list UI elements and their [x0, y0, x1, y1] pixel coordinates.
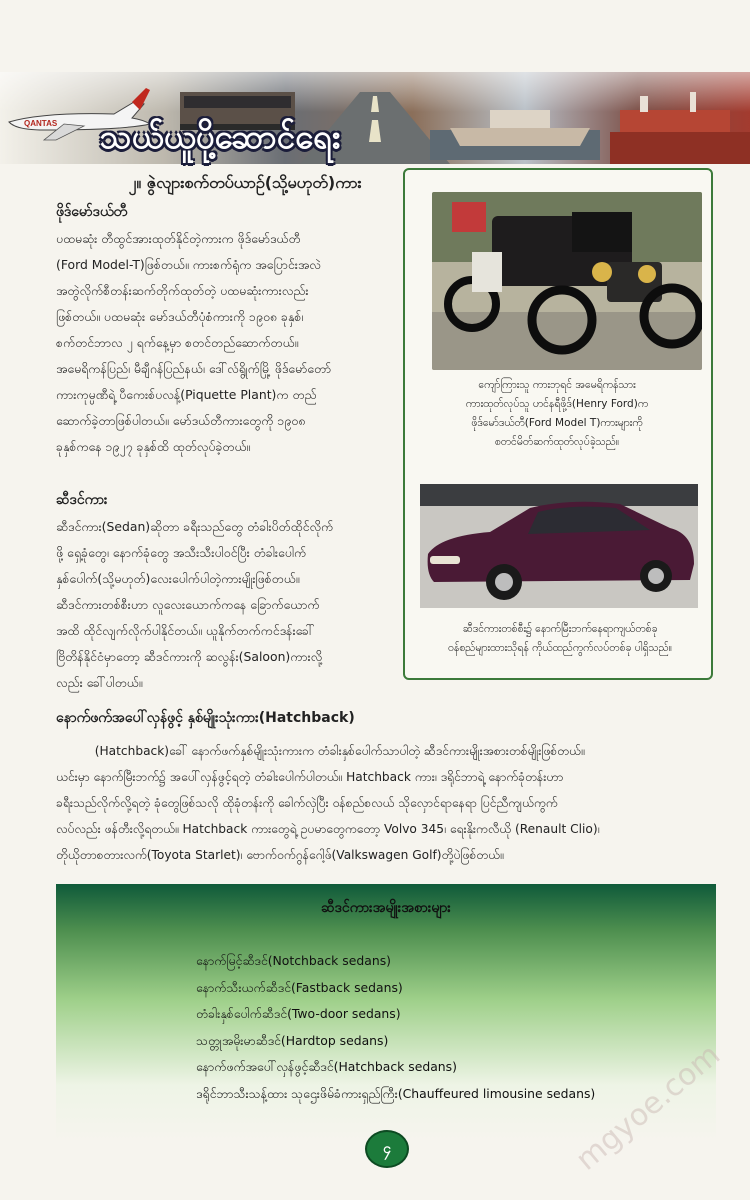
list-item: နောက်ဖက်အပေါ်လှန်ဖွင့်ဆီဒင်(Hatchback sedans) [196, 1059, 457, 1074]
text-line: နှစ်ပေါက်(သို့မဟုတ်)လေးပေါက်ပါတဲ့ကားမျိုးဖြစ်တယ်။ [56, 571, 300, 586]
text-line: (Hatchback)ခေါ် နောက်ဖက်နှစ်မျိုးသုံးကားက တံခါးနှစ်ပေါက်သာပါတဲ့ ဆီဒင်ကားမျိုးအစားတစ်မျိုးဖြစ်တယ်။ [56, 744, 585, 758]
list-item: သတ္တုအမိုးမာဆီဒင်(Hardtop sedans) [196, 1032, 389, 1048]
ship-icon [430, 100, 600, 160]
sedan-paragraph [56, 514, 396, 696]
text-line: စက်တင်ဘာလ ၂ ရက်နေ့မှာ စတင်တည်ဆောက်တယ်။ [56, 335, 299, 350]
caption-line: ဖိုဒ်မော်ဒယ်တီ(Ford Model T)ကားများကို [471, 417, 643, 429]
caption-line: ကားထုတ်လုပ်သူ ဟင်နရီဖို့ဒ်(Henry Ford)က [465, 398, 649, 410]
text-line: လည်း ခေါ်ပါတယ်။ [56, 675, 143, 690]
list-item: တံခါးနှစ်ပေါက်ဆီဒင်(Two-door sedans) [196, 1006, 401, 1021]
cargo-ship-icon [610, 92, 750, 164]
list-item: နောက်မြင့်ဆီဒင်(Notchback sedans) [196, 953, 391, 968]
text-line: ဖို့ ရှေ့ခုံတွေ၊ နောက်ခုံတွေ အသီးသီးပါဝင်ပြီး တံခါးပေါက် [56, 545, 307, 560]
hatchback-paragraph [56, 738, 716, 868]
sedan-photo [420, 484, 698, 608]
hatchback-heading: နောက်ဖက်အပေါ်လှန်ဖွင့် နှစ်မျိုးသုံးကား(Hatchback) [56, 710, 355, 726]
text-line: အထိ ထိုင်လျက်လိုက်ပါနိုင်တယ်။ ယူနိုက်တက်ကင်ဒန်းခေါ် [56, 623, 315, 638]
sedan-heading: ဆီဒင်ကား [56, 492, 108, 508]
caption-line: ဝန်စည်များထားသိုရန် ကိုယ်ထည်ကွက်လပ်တစ်ခု ပါရှိသည်။ [448, 642, 672, 654]
page-number: ၄ [365, 1130, 409, 1168]
text-line: အတွဲလိုက်စီတန်းဆက်တိုက်ထုတ်တဲ့ ပထမဆုံးကားလည်း [56, 283, 309, 298]
caption-line: ကျော်ကြားသူ ကားဘုရင် အမေရိကန်သား [478, 379, 636, 391]
text-line: တိုယိုတာစတားလက်(Toyota Starlet)၊ ဗောက်ဝက်ဂွန်ဂေါ့ဖ်(Valkswagen Golf)တို့ပဲဖြစ်တယ်။ [56, 848, 504, 862]
sedan-types-list [196, 948, 595, 1107]
ford-paragraph [56, 226, 396, 460]
text-line: ပထမဆုံး တီထွင်အားထုတ်နိုင်တဲ့ကားက ဖိုဒ်မော်ဒယ်တီ [56, 231, 301, 246]
list-item: ဒရိုင်ဘာသီးသန့်ထား သုဌေးဖိမ်ခံကားရှည်ကြီး(Chauffeured limousine sedans) [196, 1085, 596, 1101]
list-item: နောက်သီးယက်ဆီဒင်(Fastback sedans) [196, 979, 403, 995]
text-line: ဖြစ်တယ်။ ပထမဆုံး မော်ဒယ်တီပုံစံကားကို ၁၉၀၈ ခုနှစ်၊ [56, 309, 304, 324]
banner-title: သယ်ယူပို့ဆောင်ရေး [99, 116, 341, 156]
text-line: ခုနှစ်ကနေ ၁၉၂၇ ခုနှစ်ထိ ထုတ်လုပ်ခဲ့တယ်။ [56, 439, 251, 454]
text-line: ယင်းမှာ နောက်မြီးဘက်၌ အပေါ်လှန်ဖွင့်ရတဲ့ တံခါးပေါက်ပါတယ်။ Hatchback ကား၊ ဒရိုင်ဘာရဲ့ နောက်ခုံတန်းဟာ [56, 770, 564, 784]
section-title: ၂။ ဇွဲလျားစက်တပ်ယာဉ်(သို့မဟုတ်)ကား [128, 173, 362, 192]
ford-model-t-photo [432, 192, 702, 370]
sedan-photo-caption [410, 620, 710, 658]
text-line: ဆီဒင်ကားတစ်စီးဟာ လူလေးယောက်ကနေ ခြောက်ယောက် [56, 597, 320, 612]
text-line: ကားကုမ္ပဏီရဲ့ ပီကေးစ်ပလန့်(Piquette Plant)က တည် [56, 387, 317, 402]
text-line: လပ်လည်း ဖန်တီးလို့ရတယ်။ Hatchback ကားတွေရဲ့ ဥပမာတွေကတော့ Volvo 345၊ ရေးနိုးကလီယို (Renault Clio)၊ [56, 822, 600, 836]
text-line: ခရီးသည်လိုက်လို့ရတဲ့ ခုံတွေဖြစ်သလို ထိုခုံတန်းကို ခေါက်လှဲပြီး ဝန်စည်စလယ် သိုလှောင်ရာနေရာ ပြင်ညီကျယ်ကွက် [56, 796, 558, 810]
watermark: mgyoe.com [569, 1037, 728, 1178]
text-line: ဆောက်ခဲ့တာဖြစ်ပါတယ်။ မော်ဒယ်တီကားတွေကို ၁၉၀၈ [56, 413, 306, 428]
sedan-types-title: ဆီဒင်ကားအမျိုးအစားများ [321, 900, 451, 916]
text-line: (Ford Model-T)ဖြစ်တယ်။ ကားစက်ရုံက အပြောင်းအလဲ [56, 257, 321, 272]
ford-photo-caption [410, 376, 704, 452]
airplane-logo: QANTAS [24, 119, 58, 128]
caption-line: ဆီဒင်ကားတစ်စီး၌ နောက်မြီးဘက်နေရာကျယ်တစ်ခု [462, 623, 658, 635]
text-line: ဆီဒင်ကား(Sedan)ဆိုတာ ခရီးသည်တွေ တံခါးပိတ်ထိုင်လိုက် [56, 519, 334, 534]
ford-heading: ဖိုဒ်မော်ဒယ်တီ [56, 204, 128, 220]
text-line: အမေရိကန်ပြည်၊ မီချီဂန်ပြည်နယ်၊ ဒေါ်လ်ရွိုက်မြို့ ဖိုဒ်မော်တော် [56, 361, 332, 376]
text-line: ဗြိတိန်နိုင်ငံမှာတော့ ဆီဒင်ကားကို ဆလွန်း(Saloon)ကားလို့ [56, 649, 323, 664]
caption-line: စတင်မိတ်ဆက်ထုတ်လုပ်ခဲ့သည်။ [494, 436, 620, 448]
